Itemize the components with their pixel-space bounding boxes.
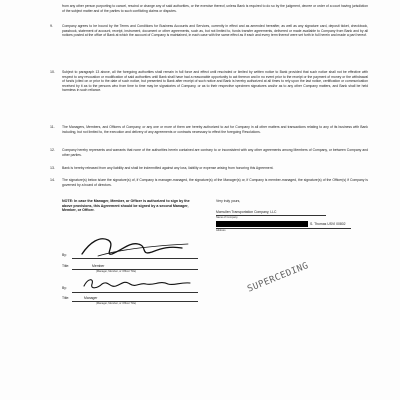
- paragraph-number: 12.: [50, 148, 55, 152]
- signature-line-1: [72, 258, 198, 259]
- signature-2: [80, 274, 200, 294]
- paragraph-9: Company agrees to be bound by the Terms and Conditions for Business Accounts and Services, currently in effect and as amended hereafter, as well as any signature card, deposit ticket, checkbook, passbook, statement of account, receipt, instrument, document or other agreements, such as, but not limited to, funds transfer agreements, delivered or made available to Company from Bank and by all notices posted at the office of Bank at which the account of Company is maintained, in each case with the same effect as if each and every term thereof were set forth in full herein and made a part hereof.: [62, 24, 368, 38]
- redacted-address: [216, 221, 308, 227]
- closing-text: Very truly yours,: [216, 199, 241, 203]
- superceding-stamp: SUPERCEDING: [246, 260, 311, 295]
- paragraph-number: 14.: [50, 178, 55, 182]
- by-label: By:: [62, 253, 67, 257]
- paragraph-8-continuation: from any other person purporting to cancel, rescind or change any of said authorities, or the exercise thereof, unless Bank is required to do so by the judgment, decree or order of a court having jurisdiction of the subject matter and of the parties to such conflicting claims or disputes.: [62, 4, 368, 13]
- paragraph-number: 10.: [50, 70, 55, 74]
- company-name-caption: Name of Company: [216, 216, 238, 219]
- address-caption: Address: [216, 229, 226, 232]
- title-value-1: Member: [92, 264, 105, 268]
- signature-note: NOTE: In case the Manager, Member, or Officer is authorized to sign by the above provisions, this Agreement should be signed by a second Manager, Member, or Officer.: [62, 199, 190, 213]
- paragraph-12: Company hereby represents and warrants that none of the authorities herein contained are contrary to or inconsistent with any other agreements among Members of Company, or between Company and other parties.: [62, 148, 368, 157]
- paragraph-11: The Managers, Members, and Officers of Company, or any one or more of them are hereby authorized to act for Company in all other matters and transactions relating to any of its business with Bank including, but not limited to, the execution and delivery of any agreements or contracts necessary to effect the foregoing Resolutions.: [62, 125, 368, 134]
- signature-line-2: [72, 292, 198, 293]
- title-value-2: Manager: [84, 296, 98, 300]
- by-label: By:: [62, 286, 67, 290]
- paragraph-13: Bank is hereby released from any liability and shall be indemnified against any loss, liability or expense arising from honoring this Agreement.: [62, 166, 274, 170]
- address-line: [216, 228, 351, 229]
- company-name: Mcmullen Transportation Company, LLC: [216, 210, 277, 214]
- title-caption-2: (Manager, Member, or Officer Title): [96, 302, 137, 305]
- paragraph-14: The signature(s) below is/are the signature(s) of, if Company is manager-managed, the signature(s) of the Manager(s) or, if Company is member-managed, the signature(s) of the Officer(s) if Company is governed by a board of directors.: [62, 178, 368, 187]
- title-caption-1: (Manager, Member, or Officer Title): [96, 270, 137, 273]
- paragraph-number: 9.: [50, 24, 53, 28]
- title-label: Title:: [62, 264, 70, 268]
- title-label: Title:: [62, 296, 70, 300]
- paragraph-number: 11.: [50, 125, 55, 129]
- address-value: S. Thomas USVI 00802: [310, 222, 346, 226]
- paragraph-number: 13.: [50, 166, 55, 170]
- paragraph-10: Subject to paragraph 13 above, all the foregoing authorities shall remain in full force and effect until rescinded or limited by written notice to Bank provided that such notice shall not be effective with respect to any revocation or modification of said authorities until Bank shall have had a reasonable opportunity to act thereon and in no event prior to the receipt or the payment of money or the withdrawal of funds (cited on or prior to the date of such notice, but presented to Bank after receipt of such notice and Bank is hereby authorized at all times to rely upon the last notice, certification or communication received by it as to the persons who from time to time may be signatories of Company, or as to their respective specimen signatures and/or as to any other Company matters, and Bank shall be held harmless in such reliance.: [62, 70, 368, 93]
